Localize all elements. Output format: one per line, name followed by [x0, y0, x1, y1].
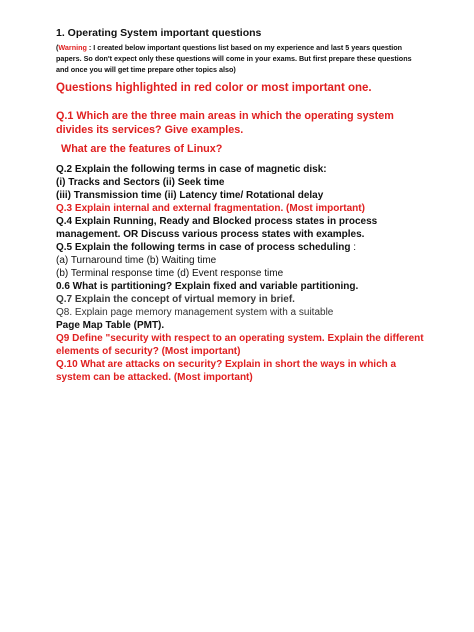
question-5-terms-a: (a) Turnaround time (b) Waiting time: [56, 255, 217, 266]
question-list: [56, 163, 431, 384]
warning-text: : I created below important questions list based on my experience and last 5 years question papers. So don't expect only these questions will come in your exams. But first prepare these questions and once you will get time prepare other topics also): [56, 43, 412, 74]
warning-note: (Warning : I created below important questions list based on my experience and last 5 years question papers. So don't expect only these questions will come in your exams. But first prepare these questions and once you will get time prepare other topics also): [56, 43, 412, 74]
question-5-terms-b: (b) Terminal response time (d) Event response time: [56, 268, 284, 279]
question-8-line-2: Page Map Table (PMT).: [56, 320, 165, 331]
document-heading: 1. Operating System important questions: [56, 27, 262, 39]
question-9: Q9 Define "security with respect to an operating system. Explain the different elements of security? (Most important): [56, 333, 424, 357]
question-5-colon: :: [350, 242, 357, 253]
question-2-terms-b: (iii) Transmission time (ii) Latency time/ Rotational delay: [56, 190, 324, 201]
question-10: Q.10 What are attacks on security? Explain in short the ways in which a system can be attacked. (Most important): [56, 359, 397, 383]
highlight-note: Questions highlighted in red color or most important one.: [56, 82, 372, 94]
question-5-line: [56, 241, 431, 254]
question-2: Q.2 Explain the following terms in case of magnetic disk:: [56, 164, 327, 175]
linux-question: What are the features of Linux?: [61, 143, 223, 155]
question-7: Q.7 Explain the concept of virtual memory in brief.: [56, 294, 295, 305]
question-1: Q.1 Which are the three main areas in which the operating system divides its services? Give examples.: [56, 110, 394, 136]
question-2-terms-a: (i) Tracks and Sectors (ii) Seek time: [56, 177, 225, 188]
question-5: Q.5 Explain the following terms in case of process scheduling: [56, 242, 351, 253]
warning-label: Warning: [58, 43, 87, 52]
question-3: Q.3 Explain internal and external fragmentation. (Most important): [56, 203, 365, 214]
question-8-line-1: Q8. Explain page memory management system with a suitable: [56, 307, 334, 318]
question-4: Q.4 Explain Running, Ready and Blocked process states in process management. OR Discuss various process states with examples.: [56, 216, 378, 240]
question-6: 0.6 What is partitioning? Explain fixed and variable partitioning.: [56, 281, 359, 292]
